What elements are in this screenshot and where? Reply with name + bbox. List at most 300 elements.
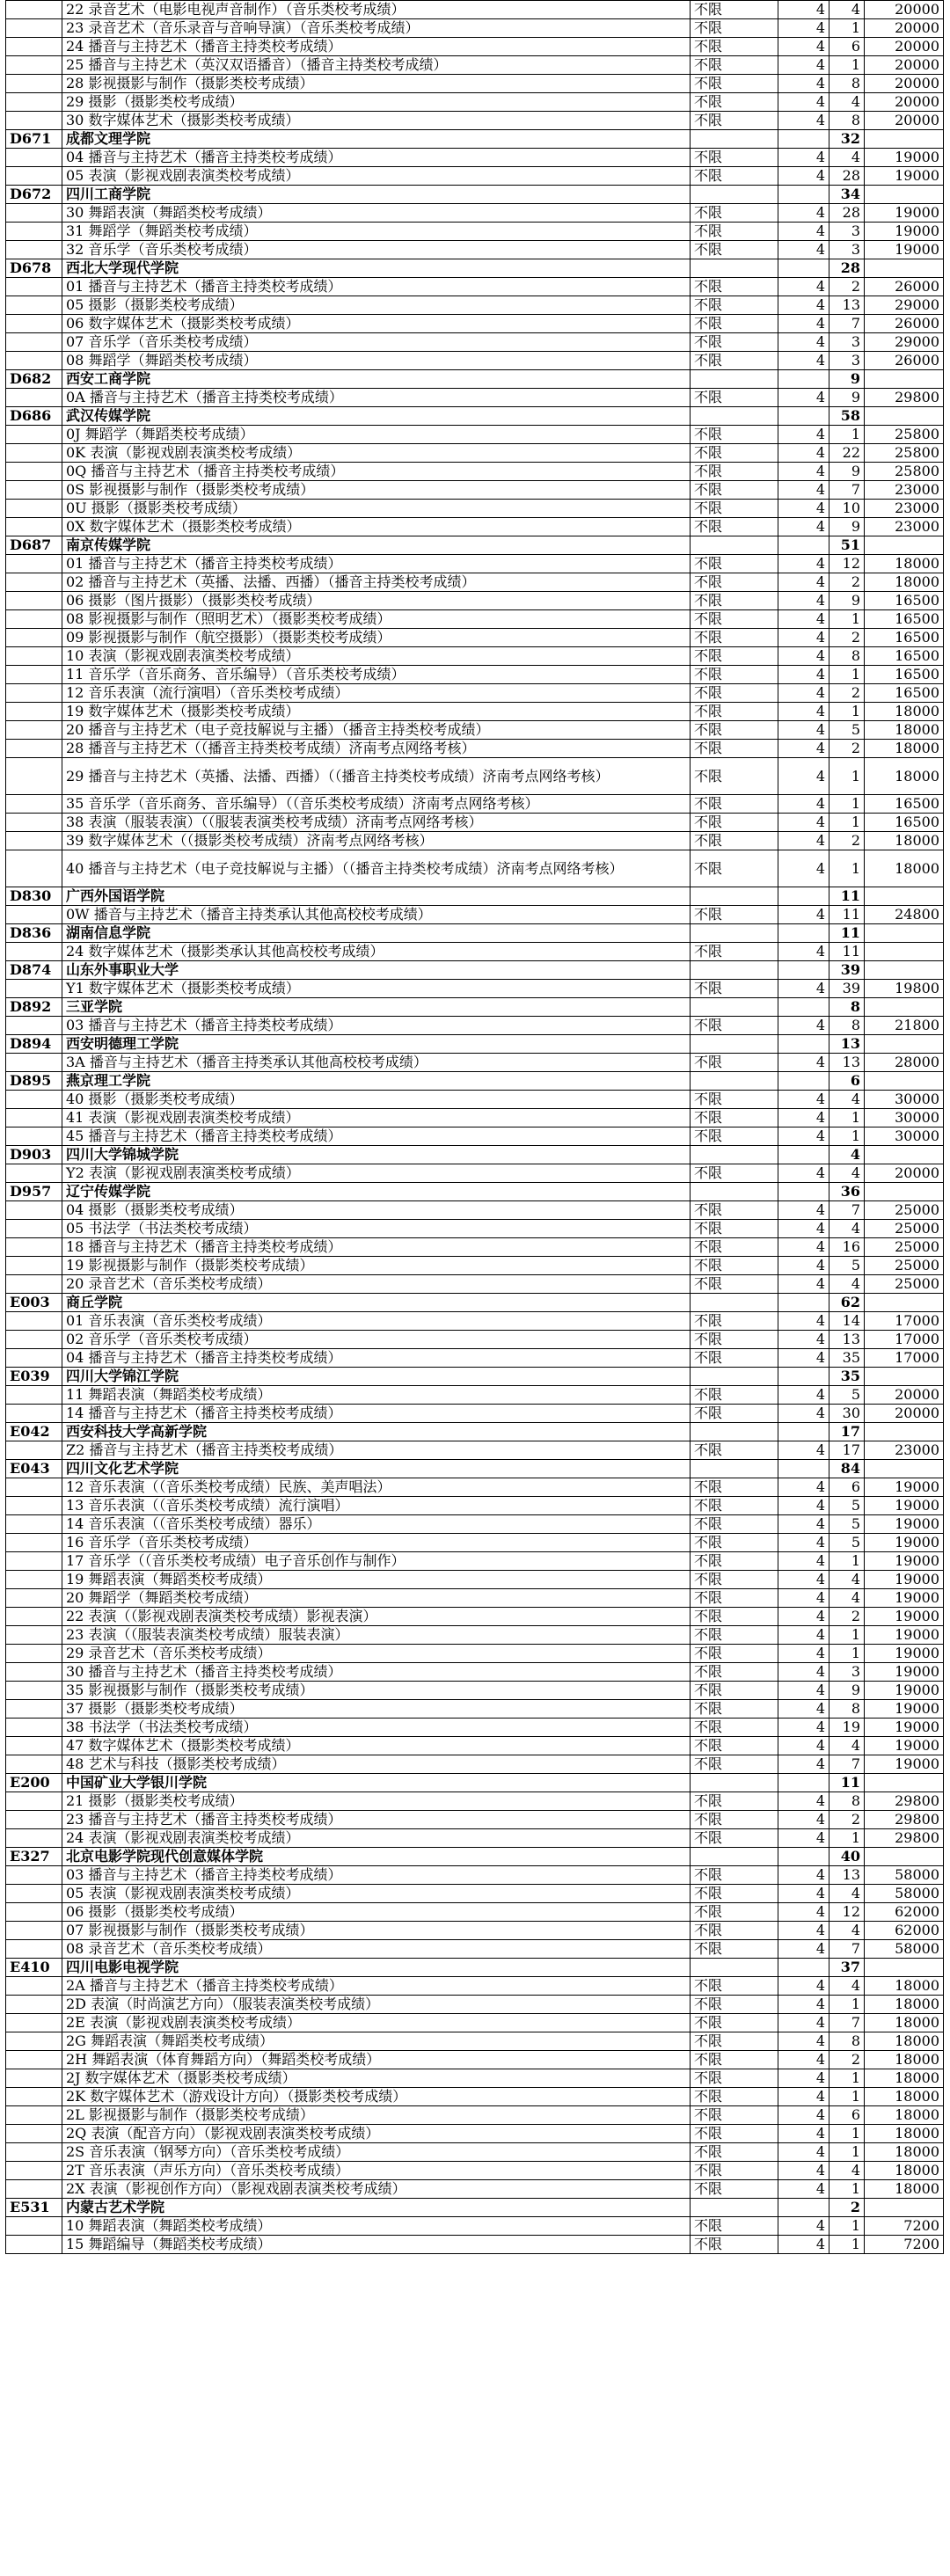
study-years-cell: 4 [778,1737,829,1755]
plan-count-cell: 1 [829,1626,865,1645]
study-years-cell [778,1848,829,1866]
major-row [6,684,944,703]
subject-requirement-cell: 不限 [691,2069,778,2088]
major-row [6,980,944,998]
school-code-cell [6,93,62,112]
major-row [6,1164,944,1183]
school-or-major-name-cell: 2S 音乐表演（钢琴方向）（音乐类校考成绩） [62,2143,691,2162]
subject-requirement-cell [691,961,778,980]
subject-requirement-cell: 不限 [691,518,778,536]
subject-requirement-cell: 不限 [691,629,778,647]
plan-count-cell: 1 [829,2236,865,2254]
subject-requirement-cell: 不限 [691,1719,778,1737]
subject-requirement-cell [691,259,778,278]
study-years-cell: 4 [778,296,829,315]
school-or-major-name-cell: 广西外国语学院 [62,887,691,906]
school-or-major-name-cell: 成都文理学院 [62,130,691,149]
school-row [6,961,944,980]
plan-count-cell: 28 [829,204,865,223]
plan-count-cell: 4 [829,2162,865,2180]
plan-count-cell: 11 [829,943,865,961]
tuition-fee-cell: 20000 [865,19,944,38]
tuition-fee-cell [865,1460,944,1478]
school-or-major-name-cell: 18 播音与主持艺术（播音主持类校考成绩） [62,1238,691,1257]
major-row [6,555,944,573]
school-code-cell: D830 [6,887,62,906]
subject-requirement-cell: 不限 [691,2088,778,2106]
school-code-cell [6,75,62,93]
plan-count-cell: 1 [829,610,865,629]
plan-count-cell: 7 [829,1201,865,1220]
plan-count-cell: 13 [829,1054,865,1072]
tuition-fee-cell [865,407,944,426]
subject-requirement-cell: 不限 [691,1349,778,1368]
subject-requirement-cell: 不限 [691,1977,778,1996]
school-or-major-name-cell: 0A 播音与主持艺术（播音主持类校考成绩） [62,389,691,407]
tuition-fee-cell: 20000 [865,112,944,130]
study-years-cell: 4 [778,814,829,832]
school-or-major-name-cell: 内蒙古艺术学院 [62,2199,691,2217]
plan-count-cell: 1 [829,1996,865,2014]
school-or-major-name-cell: 22 录音艺术（电影电视声音制作）（音乐类校考成绩） [62,1,691,19]
school-or-major-name-cell: 15 舞蹈编导（舞蹈类校考成绩） [62,2236,691,2254]
major-row [6,814,944,832]
subject-requirement-cell [691,998,778,1017]
plan-count-cell: 17 [829,1441,865,1460]
school-code-cell [6,2069,62,2088]
study-years-cell: 4 [778,1312,829,1331]
plan-count-cell: 3 [829,223,865,241]
school-or-major-name-cell: 四川大学锦江学院 [62,1368,691,1386]
study-years-cell: 4 [778,352,829,370]
subject-requirement-cell: 不限 [691,943,778,961]
plan-count-cell: 39 [829,961,865,980]
school-or-major-name-cell: 西安工商学院 [62,370,691,389]
subject-requirement-cell [691,186,778,204]
plan-count-cell: 8 [829,1017,865,1035]
school-or-major-name-cell: 06 数字媒体艺术（摄影类校考成绩） [62,315,691,333]
study-years-cell: 4 [778,1405,829,1423]
plan-count-cell: 8 [829,1700,865,1719]
subject-requirement-cell: 不限 [691,1792,778,1811]
school-code-cell [6,352,62,370]
school-code-cell [6,296,62,315]
major-row [6,223,944,241]
school-or-major-name-cell: 31 舞蹈学（舞蹈类校考成绩） [62,223,691,241]
plan-count-cell: 1 [829,1127,865,1146]
school-code-cell [6,518,62,536]
tuition-fee-cell: 18000 [865,573,944,592]
plan-count-cell: 4 [829,93,865,112]
major-row [6,1737,944,1755]
school-code-cell [6,1811,62,1829]
major-row [6,1977,944,1996]
study-years-cell: 4 [778,1386,829,1405]
tuition-fee-cell: 19000 [865,1663,944,1682]
subject-requirement-cell: 不限 [691,444,778,463]
plan-count-cell: 11 [829,906,865,924]
major-row [6,1700,944,1719]
study-years-cell: 4 [778,1940,829,1959]
study-years-cell: 4 [778,1,829,19]
major-row [6,1996,944,2014]
plan-count-cell: 7 [829,481,865,500]
study-years-cell: 4 [778,1017,829,1035]
school-or-major-name-cell: 20 播音与主持艺术（电子竞技解说与主播）（播音主持类校考成绩） [62,721,691,740]
plan-count-cell: 1 [829,850,865,887]
major-row [6,2014,944,2032]
school-code-cell: D672 [6,186,62,204]
study-years-cell: 4 [778,1977,829,1996]
tuition-fee-cell: 23000 [865,481,944,500]
school-row [6,998,944,1017]
plan-count-cell: 12 [829,1903,865,1922]
study-years-cell: 4 [778,444,829,463]
study-years-cell: 4 [778,426,829,444]
major-row [6,2162,944,2180]
major-row [6,93,944,112]
major-row [6,1811,944,1829]
tuition-fee-cell: 19000 [865,149,944,167]
school-or-major-name-cell: 06 摄影（图片摄影）（摄影类校考成绩） [62,592,691,610]
school-or-major-name-cell: 3A 播音与主持艺术（播音主持类承认其他高校校考成绩） [62,1054,691,1072]
major-row [6,315,944,333]
school-or-major-name-cell: 13 音乐表演（（音乐类校考成绩）流行演唱） [62,1497,691,1515]
school-or-major-name-cell: 22 表演（（影视戏剧表演类校考成绩）影视表演） [62,1608,691,1626]
school-or-major-name-cell: 02 播音与主持艺术（英播、法播、西播）（播音主持类校考成绩） [62,573,691,592]
study-years-cell: 4 [778,850,829,887]
school-code-cell: D687 [6,536,62,555]
subject-requirement-cell: 不限 [691,610,778,629]
plan-count-cell: 6 [829,1072,865,1091]
study-years-cell: 4 [778,38,829,56]
tuition-fee-cell [865,1848,944,1866]
school-code-cell [6,1940,62,1959]
tuition-fee-cell: 19000 [865,1682,944,1700]
school-code-cell [6,1386,62,1405]
study-years-cell: 4 [778,1866,829,1885]
study-years-cell: 4 [778,93,829,112]
school-or-major-name-cell: 06 摄影（摄影类校考成绩） [62,1903,691,1922]
school-or-major-name-cell: 05 书法学（书法类校考成绩） [62,1220,691,1238]
subject-requirement-cell: 不限 [691,758,778,795]
major-row [6,1497,944,1515]
subject-requirement-cell: 不限 [691,573,778,592]
study-years-cell: 4 [778,518,829,536]
major-row [6,647,944,666]
tuition-fee-cell: 19000 [865,1700,944,1719]
subject-requirement-cell: 不限 [691,1922,778,1940]
plan-count-cell: 2 [829,278,865,296]
plan-count-cell: 34 [829,186,865,204]
major-row [6,1534,944,1552]
school-code-cell [6,1257,62,1275]
tuition-fee-cell: 17000 [865,1349,944,1368]
school-or-major-name-cell: 28 播音与主持艺术（（播音主持类校考成绩）济南考点网络考核） [62,740,691,758]
major-row [6,758,944,795]
subject-requirement-cell [691,1035,778,1054]
school-or-major-name-cell: 2T 音乐表演（声乐方向）（音乐类校考成绩） [62,2162,691,2180]
school-code-cell [6,2125,62,2143]
school-or-major-name-cell: Y1 数字媒体艺术（摄影类校考成绩） [62,980,691,998]
school-code-cell [6,2014,62,2032]
school-code-cell [6,647,62,666]
subject-requirement-cell: 不限 [691,795,778,814]
tuition-fee-cell: 29000 [865,296,944,315]
major-row [6,2088,944,2106]
subject-requirement-cell: 不限 [691,740,778,758]
tuition-fee-cell: 19000 [865,1608,944,1626]
school-code-cell [6,1017,62,1035]
school-or-major-name-cell: 2L 影视摄影与制作（摄影类校考成绩） [62,2106,691,2125]
plan-count-cell: 9 [829,1682,865,1700]
school-code-cell [6,2143,62,2162]
subject-requirement-cell: 不限 [691,204,778,223]
major-row [6,703,944,721]
major-row [6,333,944,352]
school-code-cell [6,1682,62,1700]
school-or-major-name-cell: 17 音乐学（（音乐类校考成绩）电子音乐创作与制作） [62,1552,691,1571]
school-or-major-name-cell: 07 音乐学（音乐类校考成绩） [62,333,691,352]
plan-count-cell: 28 [829,259,865,278]
tuition-fee-cell: 18000 [865,1977,944,1996]
plan-count-cell: 1 [829,1645,865,1663]
plan-count-cell: 10 [829,500,865,518]
school-code-cell [6,1829,62,1848]
study-years-cell: 4 [778,1238,829,1257]
school-code-cell [6,1441,62,1460]
subject-requirement-cell: 不限 [691,426,778,444]
school-row [6,186,944,204]
school-code-cell [6,2162,62,2180]
tuition-fee-cell: 29000 [865,333,944,352]
tuition-fee-cell [865,536,944,555]
major-row [6,1220,944,1238]
school-or-major-name-cell: 2H 舞蹈表演（体育舞蹈方向）（舞蹈类校考成绩） [62,2051,691,2069]
tuition-fee-cell: 25000 [865,1275,944,1294]
tuition-fee-cell: 25000 [865,1201,944,1220]
tuition-fee-cell: 20000 [865,75,944,93]
school-or-major-name-cell: 37 摄影（摄影类校考成绩） [62,1700,691,1719]
major-row [6,1275,944,1294]
school-or-major-name-cell: 西安科技大学高新学院 [62,1423,691,1441]
school-or-major-name-cell: 08 舞蹈学（舞蹈类校考成绩） [62,352,691,370]
school-code-cell [6,426,62,444]
study-years-cell: 4 [778,1719,829,1737]
plan-count-cell: 5 [829,721,865,740]
tuition-fee-cell: 19000 [865,1719,944,1737]
school-code-cell [6,906,62,924]
study-years-cell: 4 [778,481,829,500]
tuition-fee-cell: 25000 [865,1220,944,1238]
tuition-fee-cell: 20000 [865,93,944,112]
plan-count-cell: 4 [829,1737,865,1755]
plan-count-cell: 11 [829,1774,865,1792]
study-years-cell [778,186,829,204]
tuition-fee-cell [865,186,944,204]
school-code-cell [6,758,62,795]
school-code-cell: E327 [6,1848,62,1866]
major-row [6,2236,944,2254]
study-years-cell: 4 [778,2088,829,2106]
plan-count-cell: 17 [829,1423,865,1441]
study-years-cell [778,370,829,389]
study-years-cell: 4 [778,721,829,740]
school-or-major-name-cell: 02 音乐学（音乐类校考成绩） [62,1331,691,1349]
subject-requirement-cell: 不限 [691,832,778,850]
school-row [6,2199,944,2217]
subject-requirement-cell [691,1294,778,1312]
subject-requirement-cell: 不限 [691,1017,778,1035]
subject-requirement-cell: 不限 [691,1626,778,1645]
school-code-cell [6,2217,62,2236]
school-or-major-name-cell: 10 表演（影视戏剧表演类校考成绩） [62,647,691,666]
major-row [6,1091,944,1109]
plan-count-cell: 1 [829,19,865,38]
school-or-major-name-cell: 24 播音与主持艺术（播音主持类校考成绩） [62,38,691,56]
school-code-cell [6,1552,62,1571]
study-years-cell [778,1959,829,1977]
major-row [6,1441,944,1460]
school-or-major-name-cell: 08 录音艺术（音乐类校考成绩） [62,1940,691,1959]
school-row [6,1294,944,1312]
subject-requirement-cell: 不限 [691,906,778,924]
subject-requirement-cell: 不限 [691,1405,778,1423]
subject-requirement-cell: 不限 [691,555,778,573]
major-row [6,1645,944,1663]
major-row [6,38,944,56]
tuition-fee-cell [865,2199,944,2217]
tuition-fee-cell: 29800 [865,1792,944,1811]
school-or-major-name-cell: 20 录音艺术（音乐类校考成绩） [62,1275,691,1294]
subject-requirement-cell: 不限 [691,93,778,112]
subject-requirement-cell: 不限 [691,1885,778,1903]
subject-requirement-cell: 不限 [691,1275,778,1294]
school-code-cell [6,463,62,481]
plan-count-cell: 4 [829,1589,865,1608]
study-years-cell: 4 [778,278,829,296]
plan-count-cell: 7 [829,2014,865,2032]
school-code-cell [6,592,62,610]
subject-requirement-cell: 不限 [691,38,778,56]
plan-count-cell: 39 [829,980,865,998]
study-years-cell: 4 [778,1571,829,1589]
major-row [6,500,944,518]
plan-count-cell: 37 [829,1959,865,1977]
subject-requirement-cell: 不限 [691,2051,778,2069]
school-code-cell [6,980,62,998]
plan-count-cell: 1 [829,2143,865,2162]
tuition-fee-cell [865,259,944,278]
study-years-cell: 4 [778,2014,829,2032]
school-code-cell [6,1571,62,1589]
subject-requirement-cell [691,1146,778,1164]
school-code-cell [6,629,62,647]
school-row [6,1774,944,1792]
school-or-major-name-cell: 四川大学锦城学院 [62,1146,691,1164]
subject-requirement-cell: 不限 [691,1608,778,1626]
school-or-major-name-cell: 39 数字媒体艺术（（摄影类校考成绩）济南考点网络考核） [62,832,691,850]
plan-count-cell: 8 [829,1792,865,1811]
subject-requirement-cell: 不限 [691,1682,778,1700]
study-years-cell: 4 [778,1700,829,1719]
tuition-fee-cell: 25800 [865,463,944,481]
study-years-cell: 4 [778,1589,829,1608]
major-row [6,666,944,684]
school-code-cell [6,2236,62,2254]
school-or-major-name-cell: 南京传媒学院 [62,536,691,555]
school-or-major-name-cell: 30 数字媒体艺术（摄影类校考成绩） [62,112,691,130]
school-code-cell [6,1220,62,1238]
school-code-cell [6,1792,62,1811]
school-or-major-name-cell: 45 播音与主持艺术（播音主持类校考成绩） [62,1127,691,1146]
tuition-fee-cell [865,1294,944,1312]
tuition-fee-cell: 30000 [865,1091,944,1109]
school-code-cell [6,943,62,961]
major-row [6,481,944,500]
tuition-fee-cell: 17000 [865,1331,944,1349]
tuition-fee-cell: 18000 [865,740,944,758]
study-years-cell [778,1294,829,1312]
subject-requirement-cell [691,1460,778,1478]
study-years-cell: 4 [778,112,829,130]
subject-requirement-cell: 不限 [691,1737,778,1755]
school-or-major-name-cell: 08 影视摄影与制作（照明艺术）（摄影类校考成绩） [62,610,691,629]
school-code-cell [6,1700,62,1719]
study-years-cell: 4 [778,1608,829,1626]
school-or-major-name-cell: 25 播音与主持艺术（英汉双语播音）（播音主持类校考成绩） [62,56,691,75]
major-row [6,1755,944,1774]
major-row [6,1331,944,1349]
school-code-cell [6,1349,62,1368]
major-row [6,1386,944,1405]
major-row [6,1682,944,1700]
tuition-fee-cell: 29800 [865,389,944,407]
subject-requirement-cell [691,1368,778,1386]
study-years-cell: 4 [778,1091,829,1109]
major-row [6,1109,944,1127]
major-row [6,1,944,19]
study-years-cell: 4 [778,223,829,241]
school-or-major-name-cell: 19 数字媒体艺术（摄影类校考成绩） [62,703,691,721]
school-row [6,924,944,943]
study-years-cell: 4 [778,2106,829,2125]
school-code-cell [6,1903,62,1922]
plan-count-cell: 1 [829,1829,865,1848]
subject-requirement-cell: 不限 [691,1257,778,1275]
school-row [6,1035,944,1054]
study-years-cell: 4 [778,19,829,38]
tuition-fee-cell: 19800 [865,980,944,998]
tuition-fee-cell [865,887,944,906]
school-or-major-name-cell: 2Q 表演（配音方向）（影视戏剧表演类校考成绩） [62,2125,691,2143]
school-or-major-name-cell: 01 播音与主持艺术（播音主持类校考成绩） [62,278,691,296]
plan-count-cell: 1 [829,795,865,814]
plan-count-cell: 1 [829,2180,865,2199]
major-row [6,1478,944,1497]
school-or-major-name-cell: 四川电影电视学院 [62,1959,691,1977]
school-or-major-name-cell: 35 音乐学（音乐商务、音乐编导）（（音乐类校考成绩）济南考点网络考核） [62,795,691,814]
tuition-fee-cell: 26000 [865,352,944,370]
subject-requirement-cell: 不限 [691,2106,778,2125]
school-code-cell [6,2032,62,2051]
table-body [6,1,944,2254]
major-row [6,1922,944,1940]
subject-requirement-cell: 不限 [691,56,778,75]
tuition-fee-cell: 20000 [865,56,944,75]
school-code-cell [6,795,62,814]
tuition-fee-cell [865,1072,944,1091]
